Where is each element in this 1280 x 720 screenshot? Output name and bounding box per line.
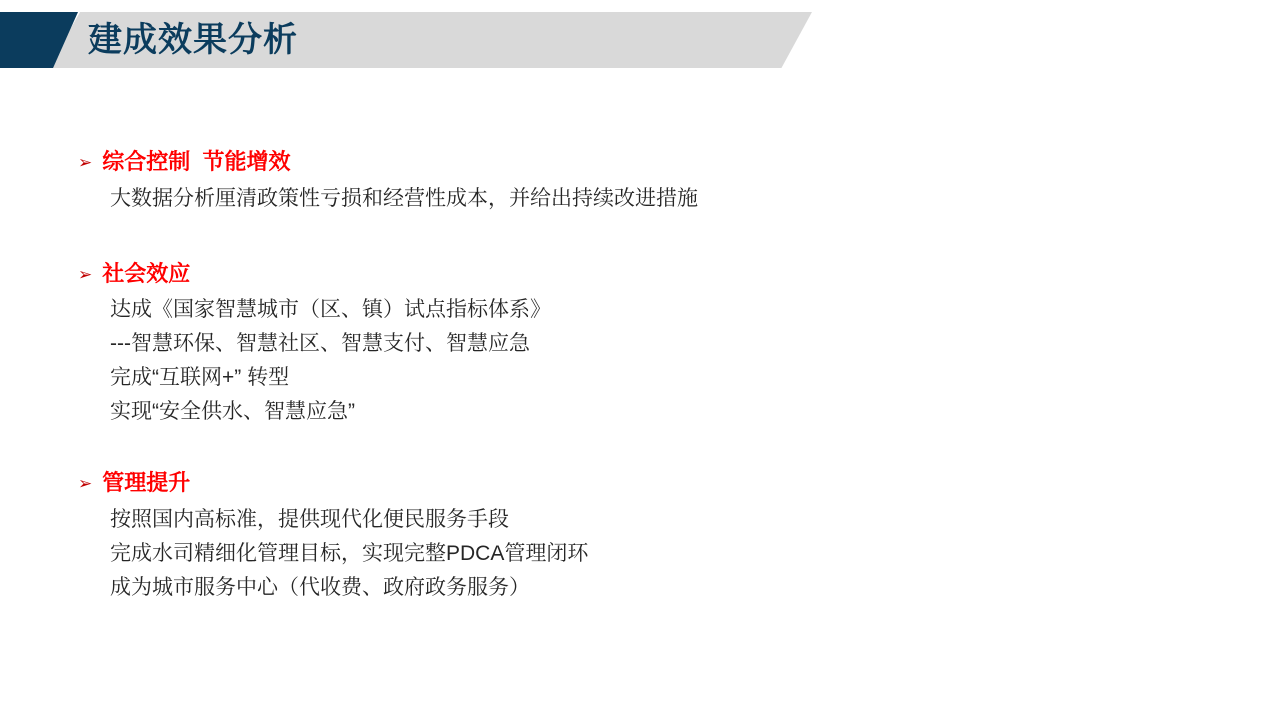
section-line: 达成《国家智慧城市（区、镇）试点指标体系》 [110, 298, 551, 322]
section-social-effect [78, 260, 1178, 430]
section-heading: 综合控制 节能增效 [102, 149, 291, 174]
section-lines [110, 503, 1178, 605]
section-lines [110, 182, 1178, 216]
section-heading-row [78, 260, 1178, 288]
section-line: 按照国内高标准，提供现代化便民服务手段 [110, 507, 509, 531]
section-line: 大数据分析厘清政策性亏损和经营性成本，并给出持续改进措施 [110, 186, 698, 210]
section-comprehensive-control [78, 148, 1178, 216]
content-body [78, 148, 1178, 605]
section-heading-row [78, 148, 1178, 176]
page-title: 建成效果分析 [88, 21, 298, 59]
section-line: 实现“安全供水、智慧应急” [110, 400, 355, 424]
arrow-bullet-icon: ➢ [78, 474, 93, 494]
title-banner [0, 12, 812, 68]
section-line: 完成水司精细化管理目标，实现完整PDCA管理闭环 [110, 541, 589, 565]
arrow-bullet-icon: ➢ [78, 264, 93, 284]
section-line: 完成“互联网+” 转型 [110, 366, 290, 390]
arrow-bullet-icon: ➢ [78, 153, 93, 172]
section-heading: 管理提升 [102, 470, 191, 496]
section-line: 成为城市服务中心（代收费、政府政务服务） [110, 575, 530, 599]
section-heading: 社会效应 [102, 260, 191, 286]
section-management-improvement [78, 469, 1178, 605]
section-lines [110, 293, 1178, 429]
section-heading-row [78, 469, 1178, 497]
section-line: ---智慧环保、智慧社区、智慧支付、智慧应急 [110, 332, 530, 356]
